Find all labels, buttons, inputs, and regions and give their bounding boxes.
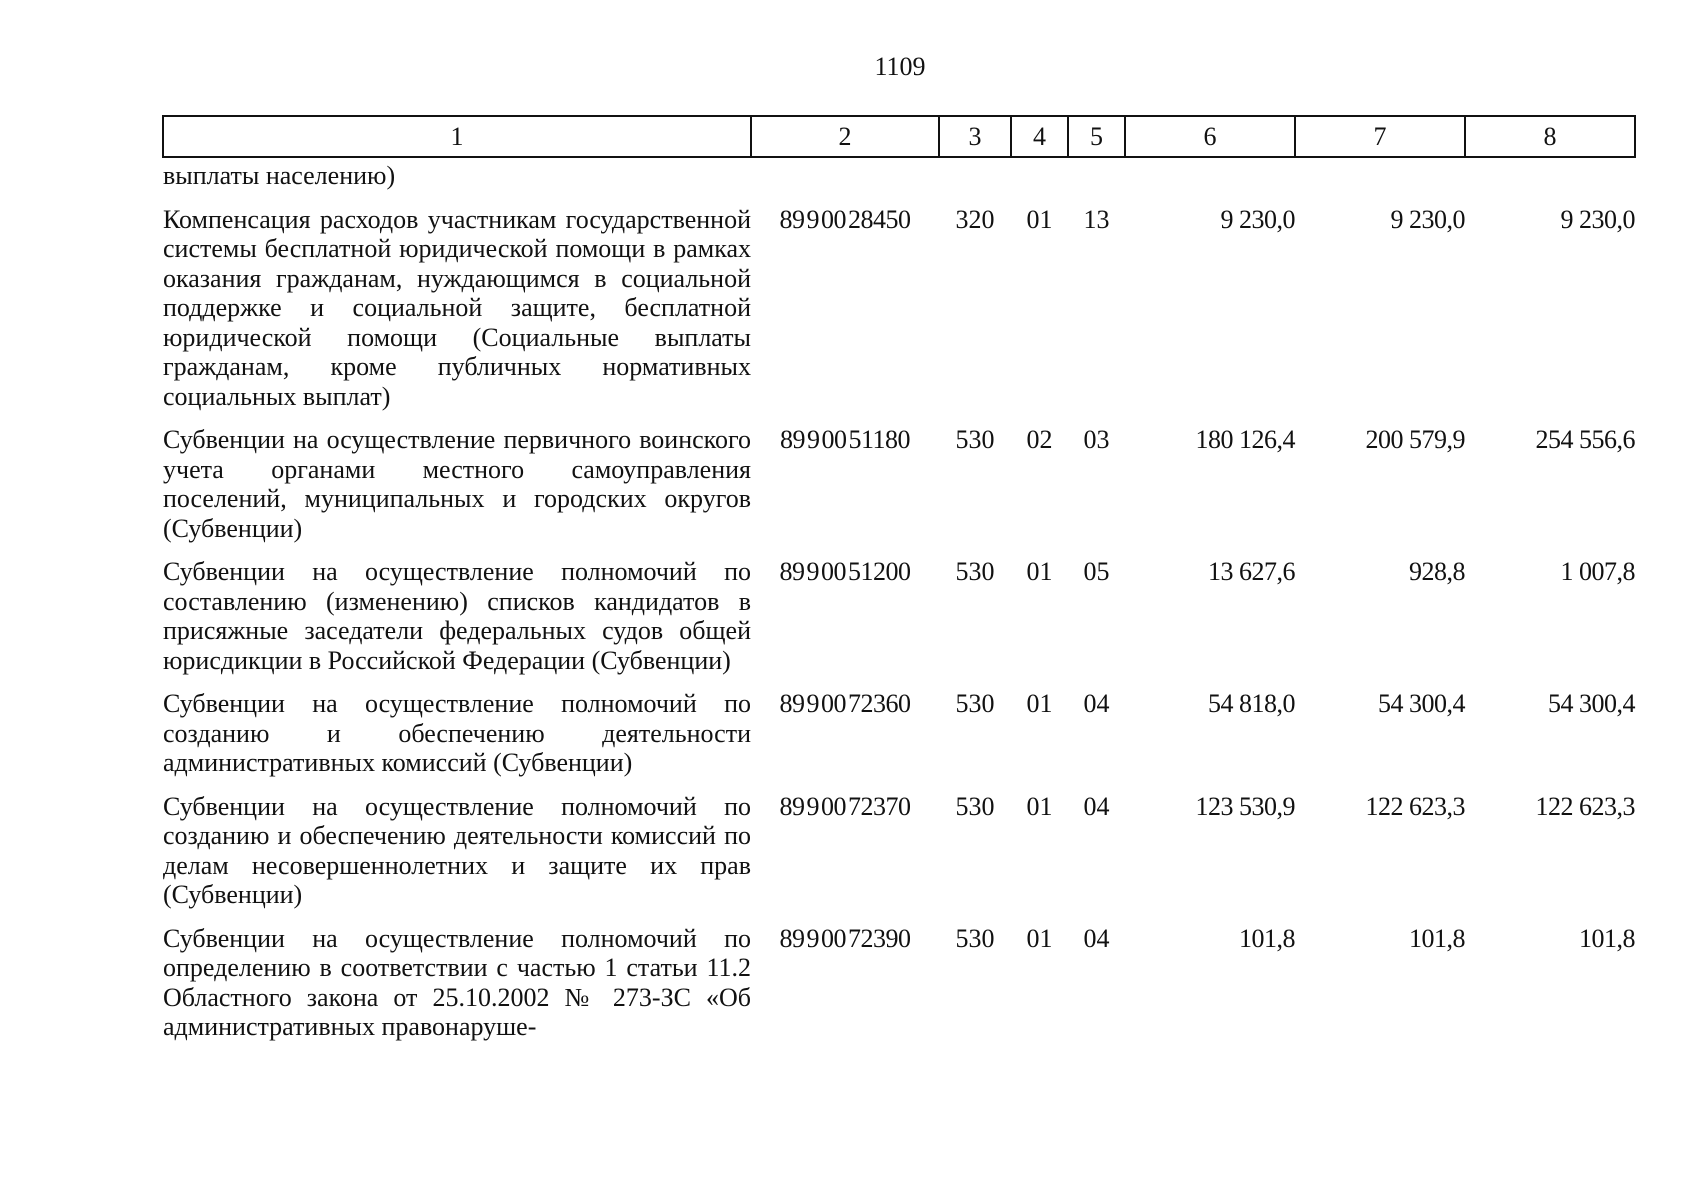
amount-col-8: 1 007,8 <box>1560 557 1635 586</box>
expense-name: Компенсация расходов участникам государственной системы бесплатной юридической помощи в рамках оказания гражданам, нуждающимся в социальной поддержке и социальной защите, бесплатной юридической помощи (Социальные выплаты гражданам, кроме публичных нормативных социальных выплат) <box>163 204 751 411</box>
table-row <box>163 689 1635 792</box>
table-row <box>163 425 1635 557</box>
target-article-code: 89 9 00 72370 <box>779 791 911 821</box>
table-row <box>163 205 1635 426</box>
amount-col-8: 54 300,4 <box>1548 689 1635 718</box>
section-code: 01 <box>1026 689 1053 718</box>
continuation-text: выплаты населению) <box>163 161 396 190</box>
amount-col-7: 200 579,9 <box>1365 425 1465 454</box>
column-number-1: 1 <box>163 116 751 157</box>
column-number-6: 6 <box>1125 116 1295 157</box>
expense-type-code: 530 <box>955 689 995 718</box>
section-code: 01 <box>1026 791 1053 821</box>
subsection-code: 04 <box>1083 689 1110 718</box>
section-code: 02 <box>1026 425 1053 454</box>
column-number-4: 4 <box>1011 116 1068 157</box>
section-code: 01 <box>1026 204 1053 234</box>
amount-col-6: 54 818,0 <box>1208 689 1295 718</box>
budget-table <box>162 115 1636 1056</box>
target-article-code: 89 9 00 28450 <box>779 204 911 234</box>
amount-col-7: 101,8 <box>1409 923 1465 953</box>
expense-name: Субвенции на осуществление первичного воинского учета органами местного самоуправления поселений, муниципальных и городских округов (Субвенции) <box>163 425 751 543</box>
amount-col-6: 101,8 <box>1239 923 1295 953</box>
amount-col-6: 123 530,9 <box>1195 791 1295 821</box>
expense-name: Субвенции на осуществление полномочий по созданию и обеспечению деятельности комиссий по делам несовершеннолетних и защите их прав (Субвенции) <box>163 791 751 909</box>
expense-type-code: 530 <box>955 557 995 586</box>
column-number-5: 5 <box>1068 116 1125 157</box>
expense-type-code: 530 <box>955 791 995 821</box>
expense-name: Субвенции на осуществление полномочий по определению в соответствии с частью 1 статьи 11.2 Областного закона от 25.10.2002 № 273-ЗС «Об административных правонаруше- <box>163 923 751 1041</box>
expense-type-code: 530 <box>955 425 995 454</box>
expense-name: Субвенции на осуществление полномочий по составлению (изменению) списков кандидатов в присяжные заседатели федеральных судов общей юрисдикции в Российской Федерации (Субвенции) <box>163 557 751 675</box>
expense-type-code: 320 <box>955 204 995 234</box>
column-number-3: 3 <box>939 116 1011 157</box>
subsection-code: 05 <box>1083 557 1110 586</box>
section-code: 01 <box>1026 557 1053 586</box>
column-number-7: 7 <box>1295 116 1465 157</box>
section-code: 01 <box>1026 923 1053 953</box>
amount-col-8: 122 623,3 <box>1535 791 1635 821</box>
subsection-code: 04 <box>1083 791 1110 821</box>
amount-col-8: 9 230,0 <box>1560 204 1635 234</box>
column-number-row <box>163 116 1635 157</box>
amount-col-8: 254 556,6 <box>1535 425 1635 454</box>
amount-col-7: 54 300,4 <box>1378 689 1465 718</box>
column-number-8: 8 <box>1465 116 1635 157</box>
target-article-code: 89 9 00 51200 <box>779 557 911 586</box>
target-article-code: 89 9 00 72360 <box>779 689 911 718</box>
table-row <box>163 924 1635 1056</box>
expense-name: Субвенции на осуществление полномочий по созданию и обеспечению деятельности административных комиссий (Субвенции) <box>163 689 751 777</box>
subsection-code: 13 <box>1083 204 1110 234</box>
amount-col-7: 9 230,0 <box>1390 204 1465 234</box>
column-number-2: 2 <box>751 116 939 157</box>
amount-col-6: 13 627,6 <box>1208 557 1295 586</box>
expense-type-code: 530 <box>955 923 995 953</box>
amount-col-8: 101,8 <box>1579 923 1635 953</box>
table-row <box>163 557 1635 689</box>
amount-col-6: 180 126,4 <box>1195 425 1295 454</box>
amount-col-6: 9 230,0 <box>1220 204 1295 234</box>
amount-col-7: 122 623,3 <box>1365 791 1465 821</box>
page-number: 1109 <box>874 52 926 81</box>
continuation-row <box>163 157 1635 205</box>
table-row <box>163 792 1635 924</box>
subsection-code: 03 <box>1083 425 1110 454</box>
target-article-code: 89 9 00 51180 <box>779 425 911 454</box>
amount-col-7: 928,8 <box>1409 557 1465 586</box>
target-article-code: 89 9 00 72390 <box>779 923 911 953</box>
subsection-code: 04 <box>1083 923 1110 953</box>
